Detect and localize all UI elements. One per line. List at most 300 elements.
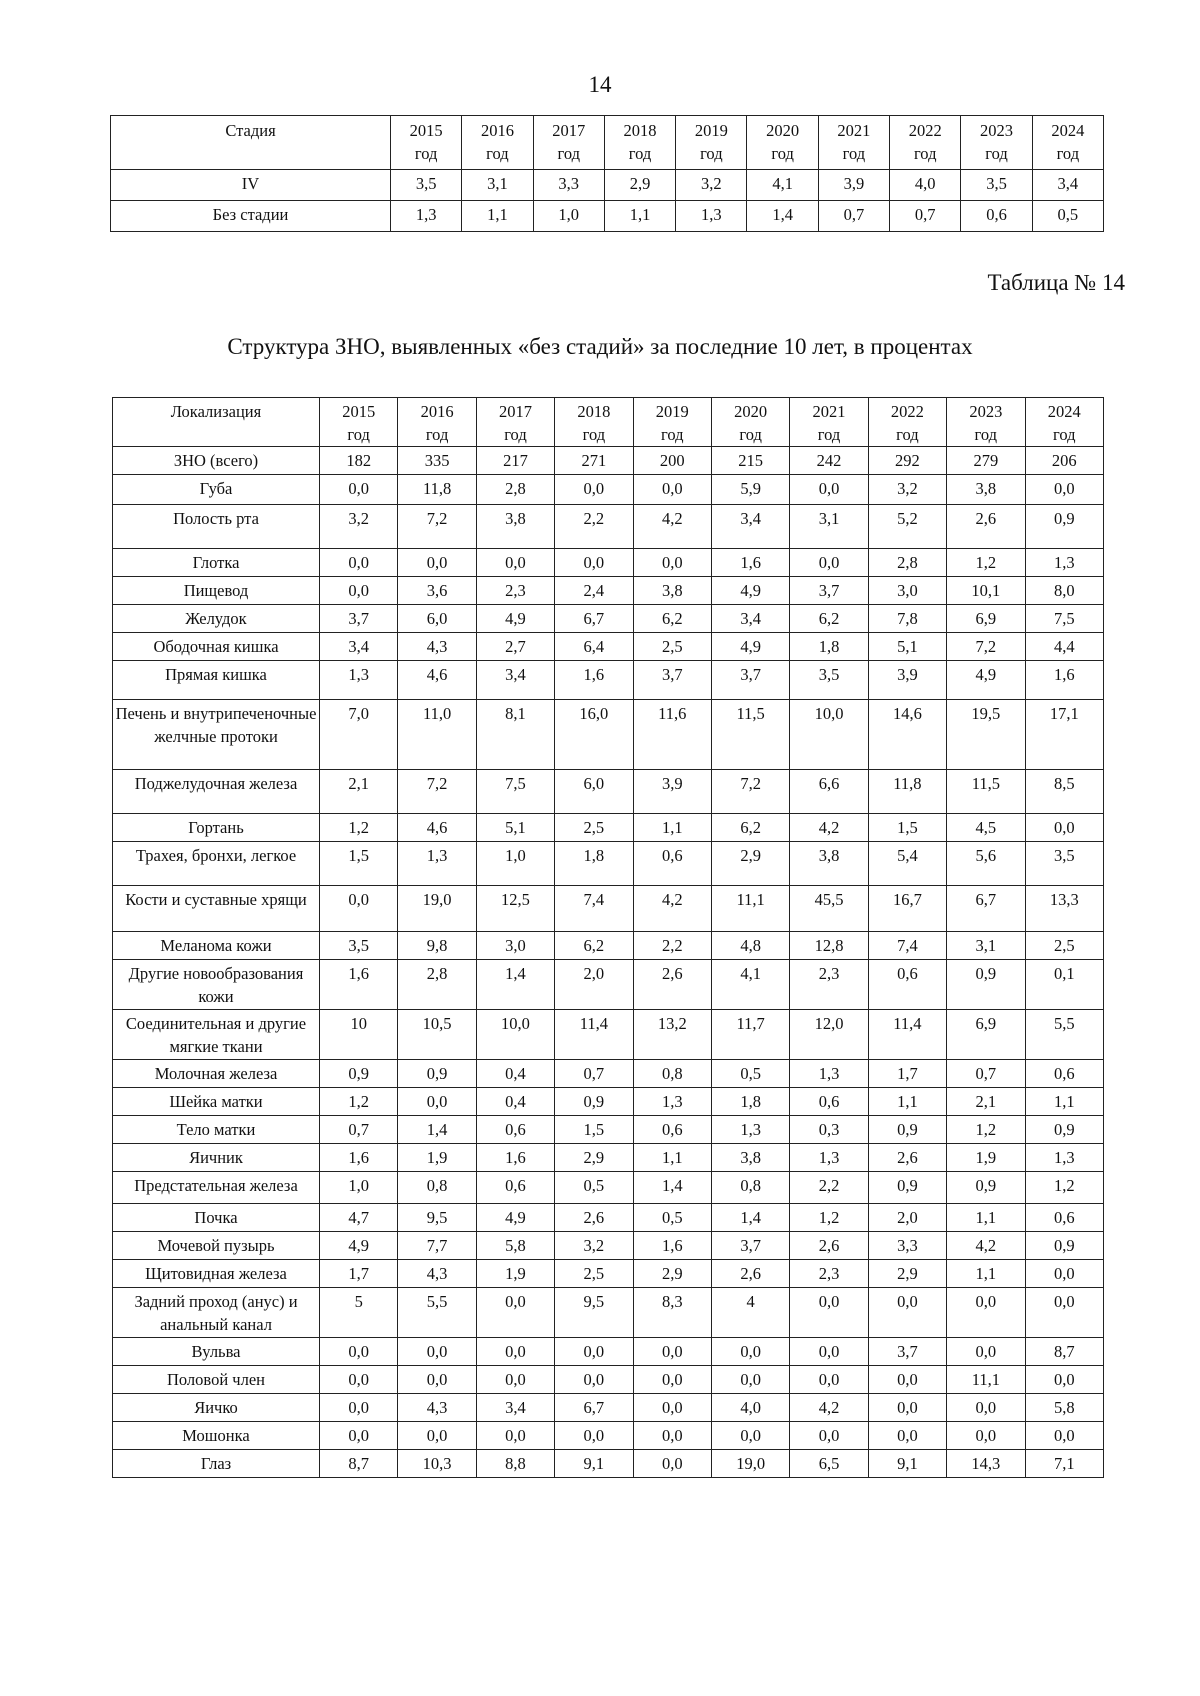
- cell-value: 6,2: [555, 932, 633, 960]
- cell-value: 6,7: [555, 1394, 633, 1422]
- cell-value: 4,9: [947, 661, 1025, 700]
- cell-value: 7,8: [868, 605, 946, 633]
- cell-value: 2,0: [868, 1204, 946, 1232]
- cell-value: 3,7: [711, 661, 789, 700]
- cell-value: 6,2: [790, 605, 868, 633]
- cell-value: 0,0: [633, 549, 711, 577]
- cell-value: 4,4: [1025, 633, 1103, 661]
- row-label: Полость рта: [113, 505, 320, 549]
- year-suffix: год: [771, 144, 794, 163]
- cell-value: 1,3: [398, 842, 476, 886]
- cell-value: 5,8: [476, 1232, 554, 1260]
- cell-value: 4,1: [747, 170, 818, 201]
- row-label: Желудок: [113, 605, 320, 633]
- cell-value: 10: [320, 1010, 398, 1060]
- cell-value: 0,0: [1025, 1260, 1103, 1288]
- cell-value: 3,8: [711, 1144, 789, 1172]
- cell-value: 10,0: [790, 700, 868, 770]
- year-label: 2015: [342, 402, 376, 421]
- cell-value: 1,4: [398, 1116, 476, 1144]
- year-header: [1032, 116, 1103, 170]
- table-row: [113, 1260, 1104, 1288]
- year-suffix: год: [504, 425, 527, 444]
- table-row: [113, 932, 1104, 960]
- cell-value: 10,1: [947, 577, 1025, 605]
- cell-value: 0,0: [947, 1338, 1025, 1366]
- cell-value: 0,0: [476, 1366, 554, 1394]
- cell-value: 7,2: [398, 505, 476, 549]
- year-label: 2019: [655, 402, 689, 421]
- cell-value: 5,4: [868, 842, 946, 886]
- table-row: [113, 1172, 1104, 1204]
- cell-value: 3,4: [711, 505, 789, 549]
- table-row: [113, 447, 1104, 475]
- cell-value: 5,6: [947, 842, 1025, 886]
- cell-value: 0,9: [1025, 505, 1103, 549]
- row-label: IV: [111, 170, 391, 201]
- cell-value: 4,2: [633, 886, 711, 932]
- cell-value: 1,2: [790, 1204, 868, 1232]
- stage-table: [110, 115, 1104, 232]
- cell-value: 0,0: [633, 1394, 711, 1422]
- cell-value: 0,8: [633, 1060, 711, 1088]
- cell-value: 2,8: [476, 475, 554, 505]
- year-suffix: год: [582, 425, 606, 444]
- cell-value: 0,0: [398, 1338, 476, 1366]
- cell-value: 0,9: [868, 1172, 946, 1204]
- cell-value: 14,3: [947, 1450, 1025, 1478]
- cell-value: 3,8: [633, 577, 711, 605]
- cell-value: 1,1: [604, 201, 675, 232]
- cell-value: 2,5: [555, 814, 633, 842]
- year-header: [398, 398, 476, 447]
- cell-value: 0,8: [711, 1172, 789, 1204]
- cell-value: 3,4: [320, 633, 398, 661]
- cell-value: 1,2: [320, 1088, 398, 1116]
- cell-value: 4,2: [790, 1394, 868, 1422]
- cell-value: 0,8: [398, 1172, 476, 1204]
- row-label: ЗНО (всего): [113, 447, 320, 475]
- cell-value: 2,6: [947, 505, 1025, 549]
- row-label: Трахея, бронхи, легкое: [113, 842, 320, 886]
- cell-value: 0,9: [555, 1088, 633, 1116]
- cell-value: 0,9: [947, 960, 1025, 1010]
- cell-value: 4,6: [398, 661, 476, 700]
- cell-value: 7,5: [476, 770, 554, 814]
- year-header: [868, 398, 946, 447]
- cell-value: 1,4: [711, 1204, 789, 1232]
- cell-value: 6,6: [790, 770, 868, 814]
- stage-table-header-row: [111, 116, 1104, 170]
- cell-value: 3,7: [790, 577, 868, 605]
- cell-value: 1,5: [320, 842, 398, 886]
- row-label: Гортань: [113, 814, 320, 842]
- year-label: 2018: [577, 402, 611, 421]
- row-label: Яичник: [113, 1144, 320, 1172]
- cell-value: 2,6: [868, 1144, 946, 1172]
- cell-value: 3,7: [711, 1232, 789, 1260]
- cell-value: 292: [868, 447, 946, 475]
- table-row: [113, 605, 1104, 633]
- cell-value: 1,3: [676, 201, 747, 232]
- cell-value: 17,1: [1025, 700, 1103, 770]
- cell-value: 0,0: [868, 1394, 946, 1422]
- cell-value: 4: [711, 1288, 789, 1338]
- cell-value: 3,4: [711, 605, 789, 633]
- cell-value: 0,0: [398, 1422, 476, 1450]
- cell-value: 11,5: [711, 700, 789, 770]
- row-label: Тело матки: [113, 1116, 320, 1144]
- cell-value: 200: [633, 447, 711, 475]
- cell-value: 7,0: [320, 700, 398, 770]
- cell-value: 0,9: [1025, 1116, 1103, 1144]
- cell-value: 6,5: [790, 1450, 868, 1478]
- year-label: 2017: [498, 402, 532, 421]
- cell-value: 0,7: [818, 201, 889, 232]
- row-label: Губа: [113, 475, 320, 505]
- cell-value: 1,6: [555, 661, 633, 700]
- cell-value: 0,0: [555, 549, 633, 577]
- table-row: [113, 1288, 1104, 1338]
- cell-value: 0,0: [320, 1338, 398, 1366]
- cell-value: 9,8: [398, 932, 476, 960]
- cell-value: 0,0: [476, 549, 554, 577]
- cell-value: 0,0: [555, 1366, 633, 1394]
- cell-value: 1,8: [790, 633, 868, 661]
- table-row: [113, 1144, 1104, 1172]
- cell-value: 1,0: [476, 842, 554, 886]
- cell-value: 1,4: [633, 1172, 711, 1204]
- year-suffix: год: [1052, 425, 1076, 444]
- year-label: 2022: [890, 402, 924, 421]
- cell-value: 16,0: [555, 700, 633, 770]
- cell-value: 11,4: [868, 1010, 946, 1060]
- row-label: Мошонка: [113, 1422, 320, 1450]
- cell-value: 1,2: [1025, 1172, 1103, 1204]
- year-label: 2023: [969, 402, 1003, 421]
- table-row: [113, 1060, 1104, 1088]
- cell-value: 3,4: [476, 661, 554, 700]
- cell-value: 0,5: [555, 1172, 633, 1204]
- cell-value: 3,8: [790, 842, 868, 886]
- year-label: 2022: [908, 121, 942, 140]
- cell-value: 0,6: [790, 1088, 868, 1116]
- cell-value: 7,2: [398, 770, 476, 814]
- cell-value: 3,7: [633, 661, 711, 700]
- cell-value: 2,3: [790, 960, 868, 1010]
- cell-value: 14,6: [868, 700, 946, 770]
- cell-value: 2,6: [633, 960, 711, 1010]
- cell-value: 3,2: [555, 1232, 633, 1260]
- cell-value: 2,6: [711, 1260, 789, 1288]
- year-header: [604, 116, 675, 170]
- year-label: 2021: [812, 402, 846, 421]
- cell-value: 5,1: [868, 633, 946, 661]
- row-label: Мочевой пузырь: [113, 1232, 320, 1260]
- cell-value: 2,2: [555, 505, 633, 549]
- year-label: 2021: [837, 121, 871, 140]
- cell-value: 0,9: [947, 1172, 1025, 1204]
- table-row: [113, 1422, 1104, 1450]
- cell-value: 1,3: [320, 661, 398, 700]
- cell-value: 2,9: [711, 842, 789, 886]
- cell-value: 2,2: [790, 1172, 868, 1204]
- cell-value: 0,0: [320, 1366, 398, 1394]
- cell-value: 0,6: [633, 842, 711, 886]
- cell-value: 3,6: [398, 577, 476, 605]
- cell-value: 0,7: [947, 1060, 1025, 1088]
- cell-value: 6,9: [947, 605, 1025, 633]
- cell-value: 0,0: [868, 1422, 946, 1450]
- year-header: [790, 398, 868, 447]
- year-header: [462, 116, 533, 170]
- row-label: Почка: [113, 1204, 320, 1232]
- table-row: [113, 475, 1104, 505]
- cell-value: 0,0: [947, 1394, 1025, 1422]
- row-label: Вульва: [113, 1338, 320, 1366]
- year-header: [633, 398, 711, 447]
- year-label: 2019: [694, 121, 728, 140]
- table-row: [113, 661, 1104, 700]
- cell-value: 0,0: [320, 475, 398, 505]
- cell-value: 16,7: [868, 886, 946, 932]
- cell-value: 1,4: [747, 201, 818, 232]
- cell-value: 0,6: [476, 1172, 554, 1204]
- cell-value: 5,8: [1025, 1394, 1103, 1422]
- cell-value: 0,0: [790, 1338, 868, 1366]
- cell-value: 7,2: [711, 770, 789, 814]
- cell-value: 1,1: [1025, 1088, 1103, 1116]
- cell-value: 2,7: [476, 633, 554, 661]
- cell-value: 9,1: [555, 1450, 633, 1478]
- cell-value: 0,0: [1025, 1288, 1103, 1338]
- cell-value: 6,0: [555, 770, 633, 814]
- cell-value: 11,6: [633, 700, 711, 770]
- table-row: [113, 770, 1104, 814]
- cell-value: 3,9: [818, 170, 889, 201]
- cell-value: 0,9: [398, 1060, 476, 1088]
- cell-value: 0,3: [790, 1116, 868, 1144]
- cell-value: 7,1: [1025, 1450, 1103, 1478]
- table-row: [113, 505, 1104, 549]
- year-suffix: год: [486, 144, 509, 163]
- year-suffix: год: [1056, 144, 1080, 163]
- cell-value: 3,7: [320, 605, 398, 633]
- cell-value: 2,6: [790, 1232, 868, 1260]
- cell-value: 3,2: [676, 170, 747, 201]
- stage-header-label: Стадия: [111, 116, 391, 170]
- cell-value: 2,9: [633, 1260, 711, 1288]
- row-label: Щитовидная железа: [113, 1260, 320, 1288]
- cell-value: 1,4: [476, 960, 554, 1010]
- cell-value: 12,5: [476, 886, 554, 932]
- cell-value: 0,0: [476, 1338, 554, 1366]
- cell-value: 1,2: [320, 814, 398, 842]
- cell-value: 1,9: [947, 1144, 1025, 1172]
- cell-value: 4,8: [711, 932, 789, 960]
- cell-value: 1,5: [555, 1116, 633, 1144]
- year-label: 2023: [980, 121, 1014, 140]
- year-header: [818, 116, 889, 170]
- cell-value: 2,2: [633, 932, 711, 960]
- cell-value: 0,0: [398, 549, 476, 577]
- cell-value: 4,9: [476, 605, 554, 633]
- year-header: [676, 116, 747, 170]
- cell-value: 4,9: [476, 1204, 554, 1232]
- cell-value: 11,4: [555, 1010, 633, 1060]
- year-header: [533, 116, 604, 170]
- cell-value: 3,2: [868, 475, 946, 505]
- year-suffix: год: [425, 425, 449, 444]
- cell-value: 3,9: [633, 770, 711, 814]
- cell-value: 4,9: [320, 1232, 398, 1260]
- cell-value: 271: [555, 447, 633, 475]
- cell-value: 4,2: [790, 814, 868, 842]
- cell-value: 0,0: [790, 1288, 868, 1338]
- cell-value: 0,0: [790, 1422, 868, 1450]
- cell-value: 13,3: [1025, 886, 1103, 932]
- cell-value: 12,0: [790, 1010, 868, 1060]
- cell-value: 1,6: [1025, 661, 1103, 700]
- cell-value: 0,0: [555, 1338, 633, 1366]
- row-label: Глаз: [113, 1450, 320, 1478]
- cell-value: 45,5: [790, 886, 868, 932]
- table-row: [113, 886, 1104, 932]
- cell-value: 19,0: [711, 1450, 789, 1478]
- table-row: [113, 842, 1104, 886]
- table-title: Структура ЗНО, выявленных «без стадий» за последние 10 лет, в процентах: [227, 334, 973, 359]
- cell-value: 1,7: [868, 1060, 946, 1088]
- cell-value: 0,0: [633, 1366, 711, 1394]
- cell-value: 0,0: [947, 1422, 1025, 1450]
- cell-value: 0,0: [476, 1288, 554, 1338]
- cell-value: 1,8: [555, 842, 633, 886]
- year-label: 2016: [480, 121, 514, 140]
- cell-value: 0,6: [868, 960, 946, 1010]
- cell-value: 0,0: [320, 549, 398, 577]
- cell-value: 0,0: [633, 1338, 711, 1366]
- cell-value: 0,0: [711, 1422, 789, 1450]
- cell-value: 3,5: [320, 932, 398, 960]
- cell-value: 6,2: [633, 605, 711, 633]
- cell-value: 1,8: [711, 1088, 789, 1116]
- cell-value: 0,0: [868, 1288, 946, 1338]
- cell-value: 2,9: [555, 1144, 633, 1172]
- cell-value: 6,7: [947, 886, 1025, 932]
- cell-value: 11,0: [398, 700, 476, 770]
- localization-header-label: Локализация: [113, 398, 320, 447]
- cell-value: 1,2: [947, 1116, 1025, 1144]
- table-row: [113, 1088, 1104, 1116]
- cell-value: 1,6: [320, 1144, 398, 1172]
- cell-value: 3,2: [320, 505, 398, 549]
- cell-value: 4,3: [398, 1260, 476, 1288]
- row-label: Другие новообразования кожи: [113, 960, 320, 1010]
- cell-value: 0,6: [961, 201, 1032, 232]
- year-label: 2024: [1047, 402, 1081, 421]
- year-label: 2020: [734, 402, 768, 421]
- cell-value: 7,2: [947, 633, 1025, 661]
- cell-value: 11,5: [947, 770, 1025, 814]
- year-header: [961, 116, 1032, 170]
- cell-value: 0,9: [1025, 1232, 1103, 1260]
- row-label: Предстательная железа: [113, 1172, 320, 1204]
- cell-value: 279: [947, 447, 1025, 475]
- cell-value: 0,0: [633, 1422, 711, 1450]
- year-suffix: год: [414, 144, 438, 163]
- cell-value: 2,3: [790, 1260, 868, 1288]
- cell-value: 0,0: [320, 1394, 398, 1422]
- cell-value: 4,0: [711, 1394, 789, 1422]
- cell-value: 1,3: [711, 1116, 789, 1144]
- row-label: Без стадии: [111, 201, 391, 232]
- cell-value: 5,2: [868, 505, 946, 549]
- row-label: Пищевод: [113, 577, 320, 605]
- table-row: [113, 1010, 1104, 1060]
- cell-value: 2,8: [398, 960, 476, 1010]
- cell-value: 0,6: [1025, 1060, 1103, 1088]
- year-header: [890, 116, 961, 170]
- table-row: [113, 1204, 1104, 1232]
- cell-value: 0,0: [320, 577, 398, 605]
- cell-value: 0,0: [555, 1422, 633, 1450]
- cell-value: 1,3: [1025, 549, 1103, 577]
- cell-value: 1,1: [947, 1260, 1025, 1288]
- cell-value: 2,4: [555, 577, 633, 605]
- cell-value: 1,6: [320, 960, 398, 1010]
- year-header: [391, 116, 462, 170]
- cell-value: 3,1: [790, 505, 868, 549]
- table-caption: Таблица № 14: [987, 270, 1125, 295]
- cell-value: 6,9: [947, 1010, 1025, 1060]
- cell-value: 5: [320, 1288, 398, 1338]
- year-header: [476, 398, 554, 447]
- row-label: Поджелудочная железа: [113, 770, 320, 814]
- cell-value: 2,6: [555, 1204, 633, 1232]
- cell-value: 0,0: [398, 1366, 476, 1394]
- cell-value: 11,1: [711, 886, 789, 932]
- cell-value: 9,5: [398, 1204, 476, 1232]
- cell-value: 11,8: [868, 770, 946, 814]
- year-suffix: год: [347, 425, 370, 444]
- table-row: [113, 960, 1104, 1010]
- cell-value: 6,2: [711, 814, 789, 842]
- year-label: 2015: [409, 121, 443, 140]
- cell-value: 0,0: [476, 1422, 554, 1450]
- table-row: [113, 549, 1104, 577]
- cell-value: 0,0: [320, 1422, 398, 1450]
- cell-value: 8,0: [1025, 577, 1103, 605]
- cell-value: 10,3: [398, 1450, 476, 1478]
- cell-value: 3,9: [868, 661, 946, 700]
- year-suffix: год: [557, 144, 580, 163]
- cell-value: 6,0: [398, 605, 476, 633]
- cell-value: 0,6: [1025, 1204, 1103, 1232]
- cell-value: 1,0: [320, 1172, 398, 1204]
- cell-value: 3,4: [476, 1394, 554, 1422]
- cell-value: 11,1: [947, 1366, 1025, 1394]
- year-suffix: год: [700, 144, 723, 163]
- row-label: Глотка: [113, 549, 320, 577]
- row-label: Яичко: [113, 1394, 320, 1422]
- cell-value: 0,7: [320, 1116, 398, 1144]
- row-label: Кости и суставные хрящи: [113, 886, 320, 932]
- year-header: [1025, 398, 1103, 447]
- cell-value: 1,3: [790, 1144, 868, 1172]
- cell-value: 1,3: [391, 201, 462, 232]
- cell-value: 7,4: [868, 932, 946, 960]
- year-header: [555, 398, 633, 447]
